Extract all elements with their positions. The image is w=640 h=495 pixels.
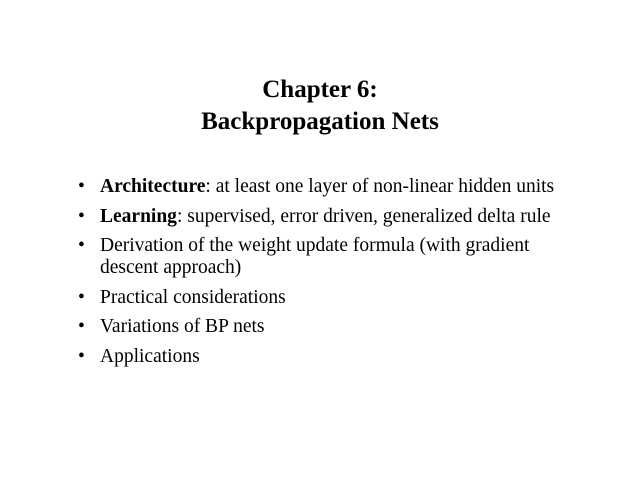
bullet-icon xyxy=(78,235,92,257)
title-line-2: Backpropagation Nets xyxy=(201,108,439,135)
bullet-item-learning xyxy=(78,206,578,228)
bullet-icon xyxy=(78,316,92,338)
bullet-text: Derivation of the weight update formula (with gradient descent approach) xyxy=(100,235,530,278)
slide-title xyxy=(0,74,640,138)
bullet-text: : at least one layer of non-linear hidden units xyxy=(205,176,555,197)
title-line-1: Chapter 6: xyxy=(262,76,378,103)
bullet-term: Learning xyxy=(100,205,177,227)
bullet-term: Architecture xyxy=(100,176,206,197)
bullet-text: Variations of BP nets xyxy=(100,316,265,337)
bullet-icon xyxy=(78,176,92,198)
bullet-item-variations xyxy=(78,316,578,338)
bullet-text: : supervised, error driven, generalized delta rule xyxy=(176,205,551,227)
bullet-icon xyxy=(78,346,92,368)
bullet-item-applications xyxy=(78,346,578,368)
bullet-icon xyxy=(78,287,92,309)
bullet-item-practical xyxy=(78,287,578,309)
bullet-item-derivation xyxy=(78,235,578,279)
bullet-icon xyxy=(78,206,92,228)
bullet-list xyxy=(78,176,578,375)
bullet-text: Practical considerations xyxy=(100,286,286,308)
bullet-item-architecture xyxy=(78,176,578,198)
bullet-text: Applications xyxy=(100,345,200,367)
